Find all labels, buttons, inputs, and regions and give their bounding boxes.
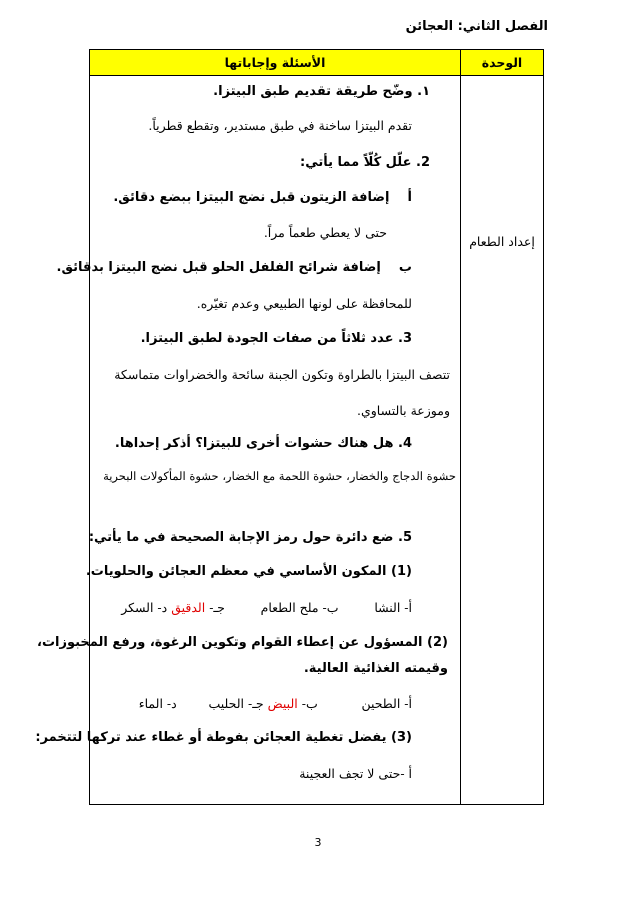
q5-item-1 bbox=[86, 564, 412, 580]
q5-item-2-number: (2) bbox=[427, 635, 448, 650]
question-2b bbox=[57, 260, 412, 276]
question-2a-letter: أ bbox=[407, 190, 412, 205]
page-number: 3 bbox=[314, 836, 322, 849]
choice-c: جـ- الحليب bbox=[208, 696, 264, 711]
answer-1: تقدم البيتزا ساخنة في طبق مستدير، وتقطع قطرياً. bbox=[148, 118, 412, 133]
unit-cell bbox=[461, 76, 544, 805]
choice-b bbox=[268, 696, 318, 711]
qa-content bbox=[35, 76, 460, 804]
q5-item-1-question: المكون الأساسي في معظم العجائن والحلويات. bbox=[85, 564, 387, 579]
question-1-text: وضّح طريقة تقديم طبق البيتزا. bbox=[213, 84, 413, 99]
q5-item-3-question: يفضل تغطية العجائن بفوطة أو غطاء عند تركها لتتخمر: bbox=[35, 730, 387, 745]
choice-c bbox=[171, 600, 225, 615]
question-5 bbox=[89, 530, 412, 546]
q5-item-1-number: (1) bbox=[391, 564, 412, 579]
correct-answer-highlight: البيض bbox=[267, 696, 298, 711]
choice-b-prefix: ب- bbox=[301, 696, 318, 711]
table-row bbox=[90, 76, 544, 805]
correct-answer-highlight: الدقيق bbox=[171, 600, 206, 615]
question-2b-letter: ب bbox=[398, 260, 412, 275]
unit-label: إعداد الطعام bbox=[469, 234, 535, 249]
choice-c-prefix: جـ- bbox=[209, 600, 225, 615]
question-2a-text: إضافة الزيتون قبل نضج البيتزا ببضع دقائق. bbox=[113, 190, 390, 205]
question-3 bbox=[141, 331, 412, 347]
page-header: الفصل الثاني: العجائن bbox=[405, 19, 548, 34]
q5-item-2-choices bbox=[139, 696, 412, 712]
answer-3-line2: وموزعة بالتساوي. bbox=[357, 403, 450, 418]
choice-d: د- الماء bbox=[138, 696, 177, 711]
q5-item-2-question-line2: وقيمته الغذائية العالية. bbox=[303, 661, 448, 676]
choice-a: أ -حتى لا تجف العجينة bbox=[299, 766, 412, 781]
question-5-number: 5. bbox=[398, 530, 412, 545]
choice-b: ب- ملح الطعام bbox=[260, 600, 339, 615]
q5-item-3 bbox=[35, 730, 412, 746]
question-2b-text: إضافة شرائح الفلفل الحلو قبل نضج البيتزا بدقائق. bbox=[56, 260, 381, 275]
q5-item-2-question-line1: المسؤول عن إعطاء القوام وتكوين الرغوة، ورفع المخبوزات، bbox=[37, 635, 423, 650]
answer-3-line1: تتصف البيتزا بالطراوة وتكون الجبنة سائحة والخضراوات متماسكة bbox=[114, 367, 450, 382]
q5-item-3-choices bbox=[299, 766, 412, 782]
choice-a: أ- الطحين bbox=[361, 696, 412, 711]
qa-column-header: الأسئلة وإجاباتها bbox=[90, 50, 461, 76]
answer-4: حشوة الدجاج والخضار، حشوة اللحمة مع الخضار، حشوة المأكولات البحرية bbox=[103, 469, 456, 483]
q5-item-1-choices bbox=[121, 600, 412, 616]
question-1 bbox=[213, 84, 430, 100]
question-2 bbox=[300, 155, 430, 171]
question-2-text: علّل كُلّاً مما يأتي: bbox=[300, 155, 412, 170]
question-3-text: عدد ثلاثاً من صفات الجودة لطبق البيتزا. bbox=[140, 331, 394, 346]
answer-2a: حتى لا يعطي طعماً مراً. bbox=[263, 225, 387, 240]
question-1-number: ١. bbox=[417, 84, 430, 99]
question-4-number: 4. bbox=[398, 436, 412, 451]
question-3-number: 3. bbox=[398, 331, 412, 346]
question-4-text: هل هناك حشوات أخرى للبيتزا؟ أذكر إحداها. bbox=[114, 436, 394, 451]
qa-cell bbox=[35, 76, 461, 805]
question-5-text: ضع دائرة حول رمز الإجابة الصحيحة في ما يأتي: bbox=[88, 530, 394, 545]
answer-2b: للمحافظة على لونها الطبيعي وعدم تغيّره. bbox=[196, 296, 412, 311]
q5-item-2 bbox=[37, 635, 448, 651]
qa-table bbox=[35, 49, 544, 805]
unit-column-header: الوحدة bbox=[461, 50, 544, 76]
question-2a bbox=[113, 190, 412, 206]
question-4 bbox=[115, 436, 412, 452]
choice-d: د- السكر bbox=[121, 600, 168, 615]
table-header-row bbox=[90, 50, 544, 76]
question-2-number: 2. bbox=[416, 155, 430, 170]
q5-item-3-number: (3) bbox=[391, 730, 412, 745]
choice-a: أ- النشا bbox=[374, 600, 412, 615]
